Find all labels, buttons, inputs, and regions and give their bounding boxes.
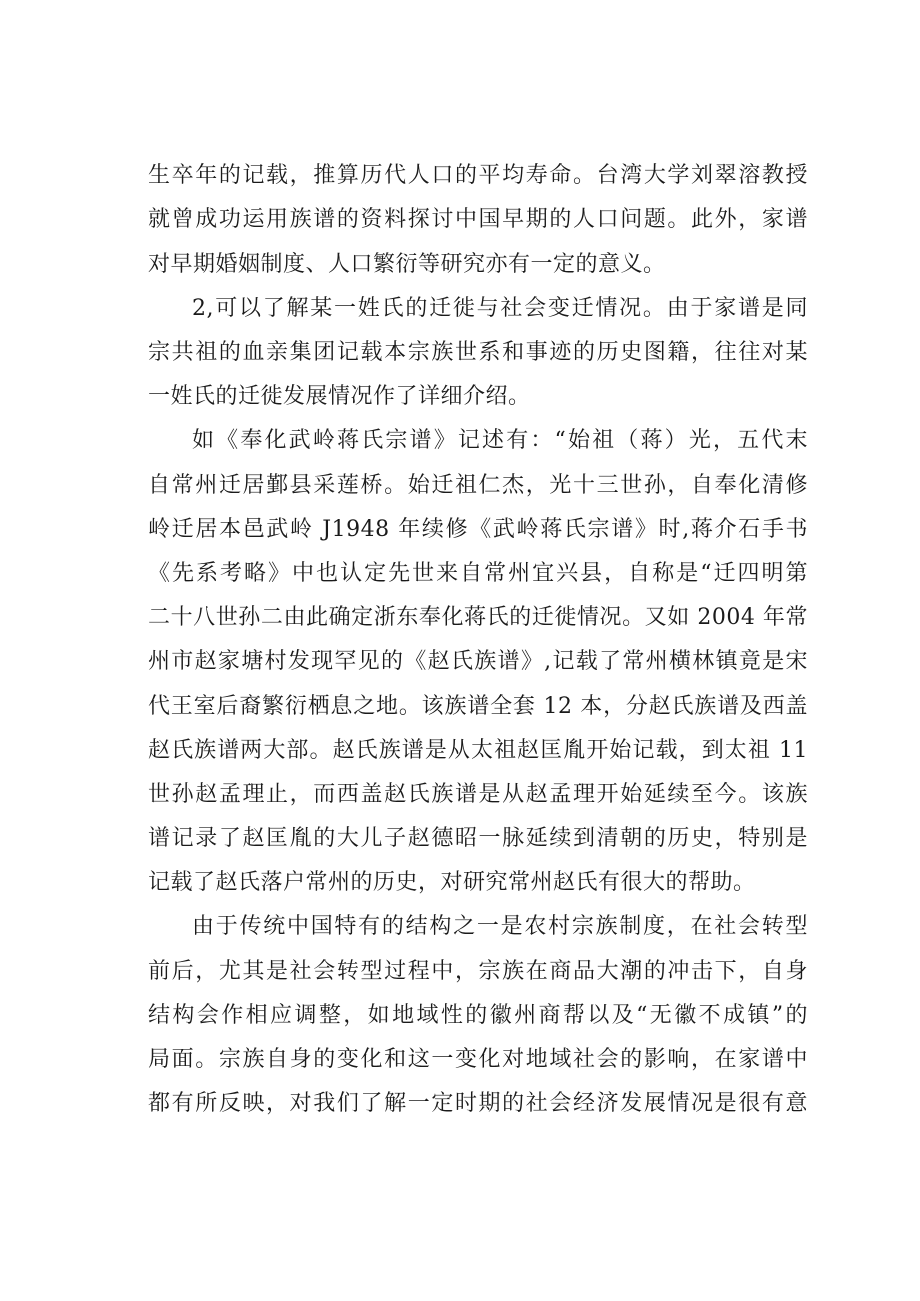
- text-line: 《先系考略》中也认定先世来自常州宜兴县，自称是“迁四明第: [148, 561, 808, 586]
- text-line: 自常州迁居鄞县采莲桥。始迁祖仁杰，光十三世孙，自奉化清修: [148, 473, 808, 498]
- text-line: 二十八世孙二由此确定浙东奉化蒋氏的迁徙情况。又如 2004 年常: [148, 605, 808, 630]
- text-line: 生卒年的记载，推算历代人口的平均寿命。台湾大学刘翠溶教授: [148, 163, 808, 188]
- text-line: 结构会作相应调整，如地域性的徽州商帮以及“无徽不成镇”的: [148, 1003, 808, 1028]
- text-line: 世孙赵孟理止，而西盖赵氏族谱是从赵孟理开始延续至今。该族: [148, 782, 808, 807]
- text-line: 宗共祖的血亲集团记载本宗族世系和事迹的历史图籍，往往对某: [148, 340, 808, 365]
- text-line: 岭迁居本邑武岭 J1948 年续修《武岭蒋氏宗谱》时,蒋介石手书: [148, 517, 808, 542]
- text-line: 对早期婚姻制度、人口繁衍等研究亦有一定的意义。: [148, 252, 666, 277]
- text-line: 前后，尤其是社会转型过程中，宗族在商品大潮的冲击下，自身: [148, 959, 808, 984]
- paragraph-first-line: 2,可以了解某一姓氏的迁徙与社会变迁情况。由于家谱是同: [192, 296, 808, 321]
- text-line: 都有所反映，对我们了解一定时期的社会经济发展情况是很有意: [148, 1091, 808, 1116]
- text-line: 就曾成功运用族谱的资料探讨中国早期的人口问题。此外，家谱: [148, 207, 808, 232]
- text-line: 谱记录了赵匡胤的大儿子赵德昭一脉延续到清朝的历史，特别是: [148, 826, 808, 851]
- text-line: 一姓氏的迁徙发展情况作了详细介绍。: [148, 384, 531, 409]
- text-line: 赵氏族谱两大部。赵氏族谱是从太祖赵匡胤开始记载，到太祖 11: [148, 738, 808, 763]
- text-line: 州市赵家塘村发现罕见的《赵氏族谱》,记载了常州横林镇竟是宋: [148, 649, 808, 674]
- paragraph-first-line: 如《奉化武岭蒋氏宗谱》记述有：“始祖（蒋）光，五代末: [192, 428, 808, 453]
- paragraph-first-line: 由于传统中国特有的结构之一是农村宗族制度，在社会转型: [192, 914, 808, 939]
- text-line: 代王室后裔繁衍栖息之地。该族谱全套 12 本，分赵氏族谱及西盖: [148, 694, 808, 719]
- text-line: 记载了赵氏落户常州的历史，对研究常州赵氏有很大的帮助。: [148, 870, 756, 895]
- text-line: 局面。宗族自身的变化和这一变化对地域社会的影响，在家谱中: [148, 1047, 808, 1072]
